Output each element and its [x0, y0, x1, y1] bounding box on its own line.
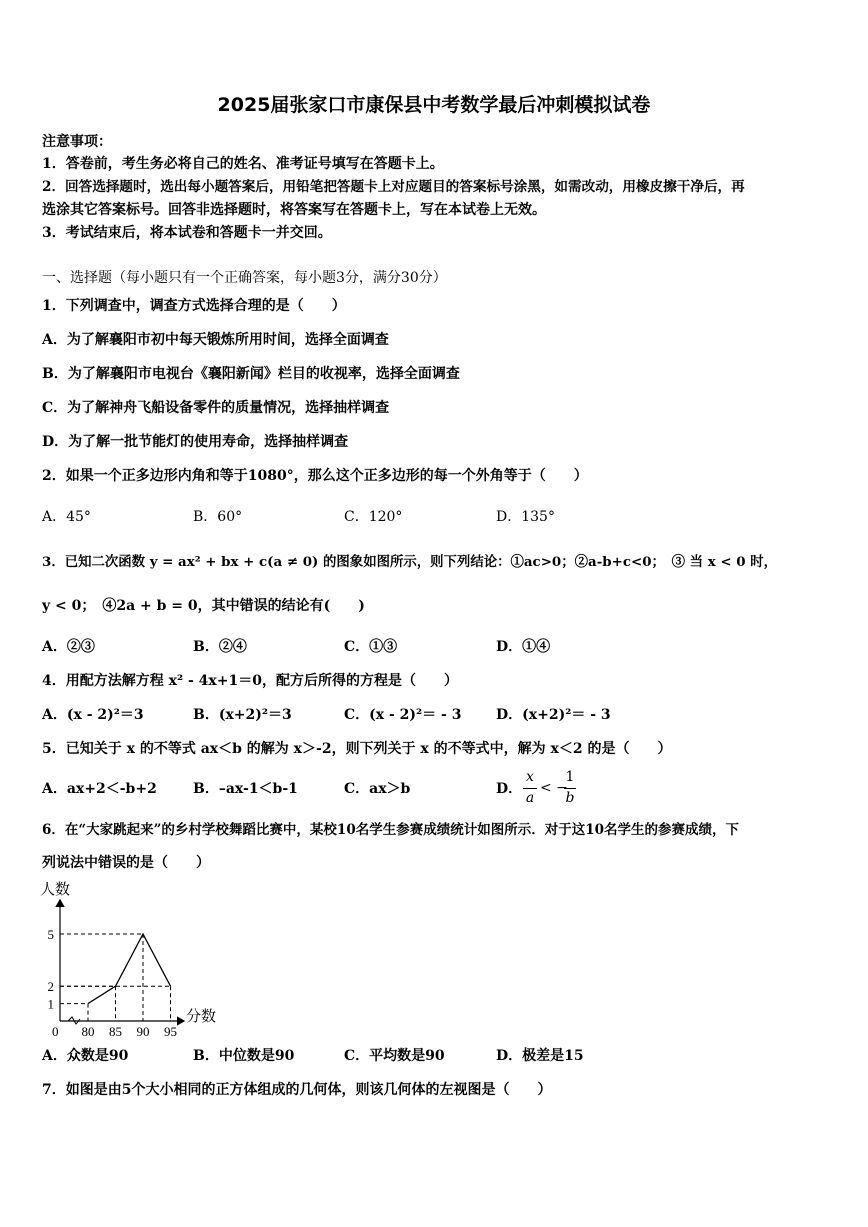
question-stem: 7．如图是由5个大小相同的正方体组成的几何体，则该几何体的左视图是（ ）	[42, 1082, 552, 1098]
question-stem: 1．下列调查中，调查方式选择合理的是（ ）	[42, 298, 346, 314]
option-a: A．(x - 2)²＝3	[42, 707, 144, 723]
option-d: D．(x+2)²＝ - 3	[496, 707, 611, 723]
x-tick-label: 95	[164, 1024, 177, 1039]
option-b: B．②④	[193, 639, 247, 655]
option-a: A．②③	[42, 639, 95, 655]
question-stem: 5．已知关于 x 的不等式 ax＜b 的解为 x＞-2，则下列关于 x 的不等式中，解为 x＜2 的是（ ）	[42, 741, 672, 757]
option-d: D．①④	[496, 639, 551, 655]
option-b: B．60°	[193, 509, 243, 525]
page-title: 2025届张家口市康保县中考数学最后冲刺模拟试卷	[217, 94, 651, 116]
section-heading: 一、选择题（每小题只有一个正确答案，每小题3分，满分30分）	[42, 270, 447, 286]
question-stem: 3．已知二次函数 y = ax² + bx + c(a ≠ 0) 的图象如图所示，则下列结论：①ac>0；②a-b+c<0； ③ 当 x < 0 时，	[42, 554, 778, 570]
option-c: C．ax＞b	[344, 781, 411, 797]
y-tick-label: 1	[47, 996, 54, 1012]
x-axis-label: 分数	[186, 1009, 217, 1025]
option-c: C．为了解神舟飞船设备零件的质量情况，选择抽样调查	[42, 400, 390, 416]
option-a: A．ax+2＜-b+2	[42, 781, 157, 797]
fraction-bar	[523, 788, 537, 789]
inequality-sign: < −	[540, 780, 568, 796]
x-tick-label: 85	[109, 1024, 122, 1039]
notice-item: 选涂其它答案标号。回答非选择题时，将答案写在答题卡上，写在本试卷上无效。	[42, 202, 546, 218]
notice-item: 1．答卷前，考生务必将自己的姓名、准考证号填写在答题卡上。	[42, 156, 444, 172]
fraction-numerator: 1	[565, 769, 575, 785]
option-d: D．为了解一批节能灯的使用寿命，选择抽样调查	[42, 434, 349, 450]
x-tick-label: 80	[81, 1024, 95, 1039]
question-stem: 4．用配方法解方程 x² - 4x+1＝0，配方后所得的方程是（ ）	[42, 673, 458, 689]
y-tick-label: 5	[47, 927, 54, 942]
question-stem: 2．如果一个正多边形内角和等于1080°，那么这个正多边形的每一个外角等于（ ）	[42, 468, 588, 484]
option-b: B．–ax-1＜b-1	[193, 781, 298, 797]
option-c: C．120°	[344, 509, 403, 525]
question-stem: 列说法中错误的是（ ）	[42, 855, 210, 871]
notice-heading: 注意事项：	[42, 134, 112, 150]
chart-marks	[48, 927, 178, 1039]
fraction-numerator: x	[526, 769, 534, 785]
notice-item: 3．考试结束后，将本试卷和答题卡一并交回。	[42, 225, 332, 241]
origin-label: 0	[52, 1024, 59, 1039]
option-a: A．45°	[42, 509, 91, 525]
option-c: C．(x - 2)²＝ - 3	[344, 707, 462, 723]
fraction-denominator: b	[565, 790, 575, 806]
y-tick-label: 2	[47, 979, 54, 995]
question-stem: 6．在“大家跳起来”的乡村学校舞蹈比赛中，某校10名学生参赛成绩统计如图所示．对于这10名学生的参赛成绩，下	[42, 822, 739, 838]
option-d: D．135°	[496, 509, 555, 525]
series-line	[88, 934, 171, 1004]
fraction-bar	[564, 788, 576, 789]
option-a: A．众数是90	[42, 1048, 129, 1064]
question-stem: y < 0； ④2a + b = 0，其中错误的结论有( )	[42, 598, 365, 614]
notice-item: 2．回答选择题时，选出每小题答案后，用铅笔把答题卡上对应题目的答案标号涂黑，如需改动，用橡皮擦干净后，再	[42, 179, 745, 195]
option-b: B．为了解襄阳市电视台《襄阳新闻》栏目的收视率，选择全面调查	[42, 366, 460, 382]
option-c: C．平均数是90	[344, 1048, 445, 1064]
option-b: B．中位数是90	[193, 1048, 295, 1064]
x-tick-label: 90	[136, 1024, 150, 1039]
option-d: D．极差是15	[496, 1048, 584, 1064]
y-axis-label: 人数	[40, 882, 71, 898]
option-c: C．①③	[344, 639, 398, 655]
score-line-chart	[32, 878, 232, 1040]
fraction-denominator: a	[525, 790, 535, 806]
option-a: A．为了解襄阳市初中每天锻炼所用时间，选择全面调查	[42, 332, 389, 348]
option-b: B．(x+2)²＝3	[193, 707, 292, 723]
option-d: D．	[496, 781, 523, 797]
